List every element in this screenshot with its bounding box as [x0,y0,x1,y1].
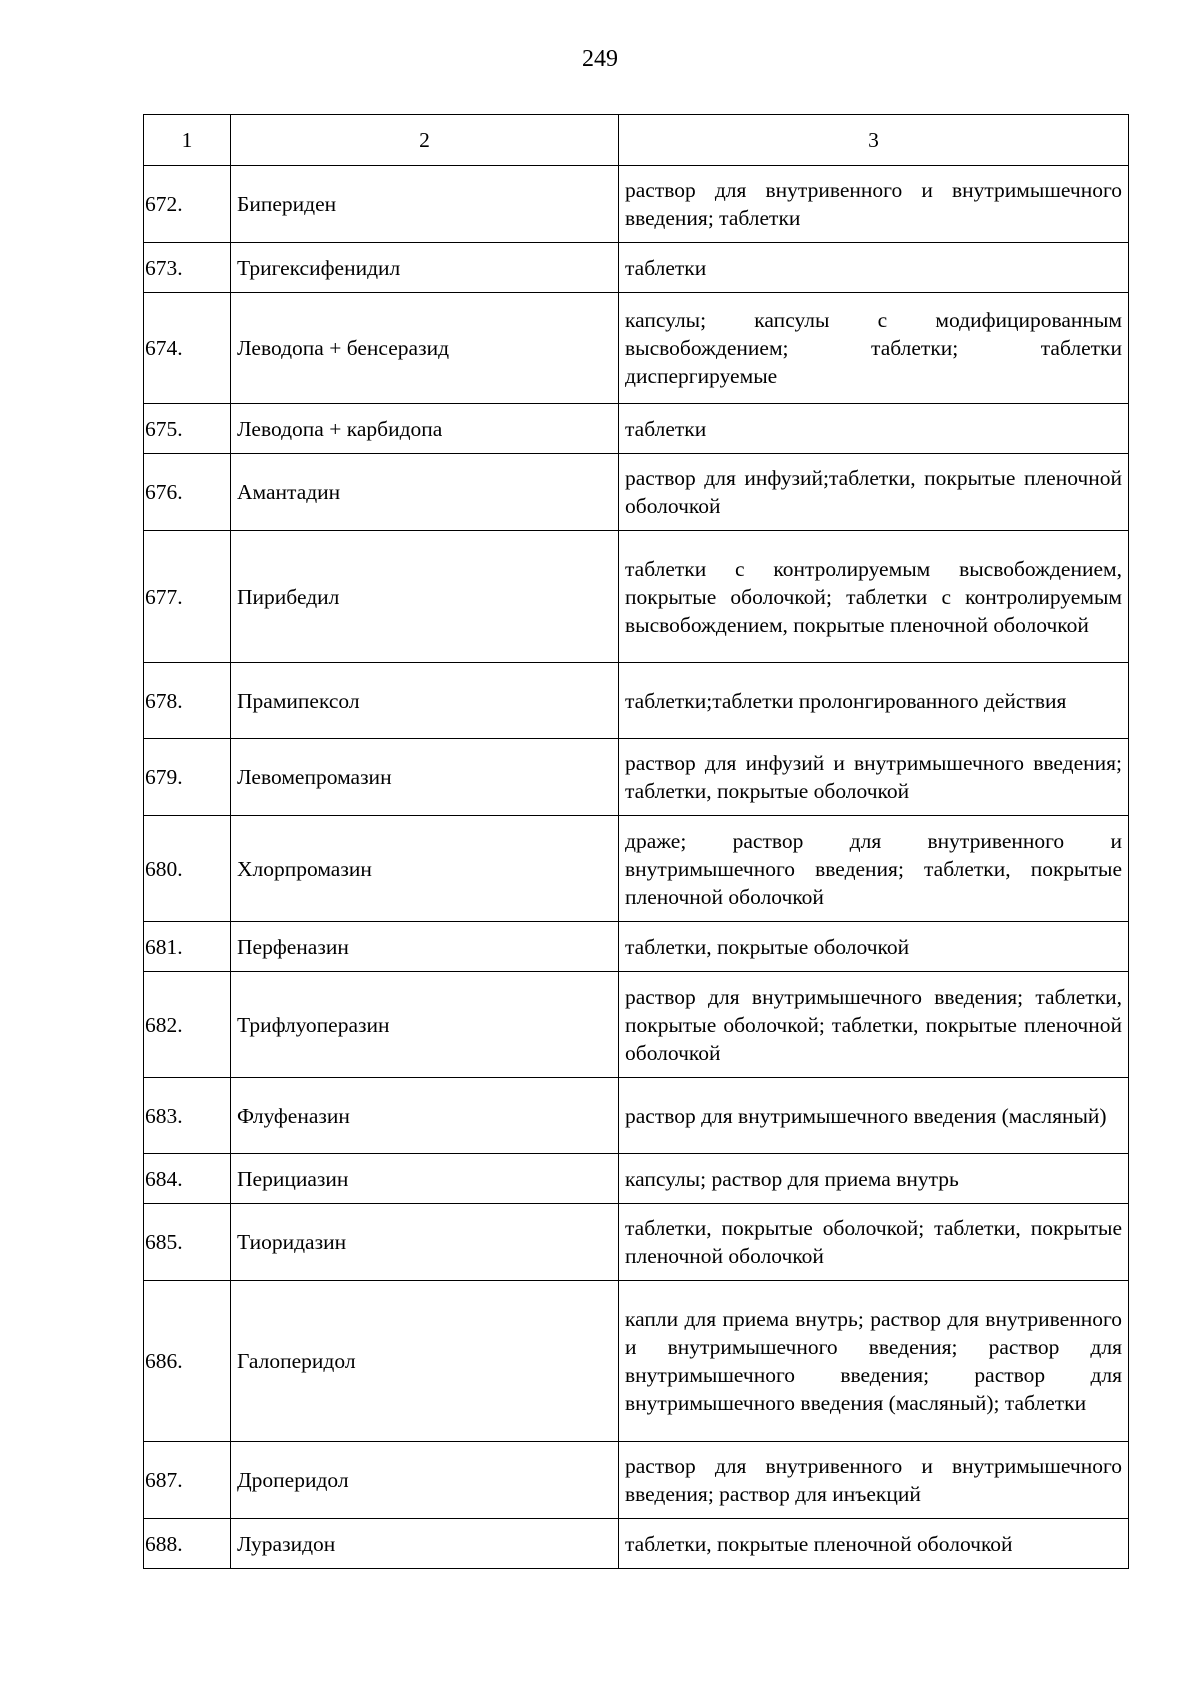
table-row [144,663,1129,739]
table-row [144,972,1129,1078]
table-row [144,531,1129,663]
row-number-cell: 685. [144,1204,231,1281]
dosage-form-cell: таблетки, покрытые оболочкой [619,922,1129,972]
column-header-2: 2 [231,115,619,166]
row-number-cell: 688. [144,1519,231,1569]
drug-name-cell: Хлорпромазин [231,816,619,922]
table-row [144,166,1129,243]
row-number-cell: 675. [144,404,231,454]
dosage-form-cell: таблетки [619,404,1129,454]
drug-name-cell: Галоперидол [231,1281,619,1442]
row-number-cell: 686. [144,1281,231,1442]
drug-name-cell: Флуфеназин [231,1078,619,1154]
row-number-cell: 673. [144,243,231,293]
dosage-form-cell: капсулы; раствор для приема внутрь [619,1154,1129,1204]
drug-name-cell: Дроперидол [231,1442,619,1519]
drug-name-cell: Амантадин [231,454,619,531]
drug-name-cell: Перфеназин [231,922,619,972]
row-number-cell: 683. [144,1078,231,1154]
row-number-cell: 684. [144,1154,231,1204]
dosage-form-cell: раствор для внутривенного и внутримышечного введения; таблетки [619,166,1129,243]
row-number-cell: 674. [144,293,231,404]
table-row [144,922,1129,972]
table-row [144,816,1129,922]
dosage-form-cell: капли для приема внутрь; раствор для внутривенного и внутримышечного введения; раствор для внутримышечного введения; раствор для внутримышечного введения (масляный); таблетки [619,1281,1129,1442]
drug-name-cell: Перициазин [231,1154,619,1204]
table-row [144,1519,1129,1569]
table-row [144,1154,1129,1204]
drug-name-cell: Левомепромазин [231,739,619,816]
drug-name-cell: Леводопа + карбидопа [231,404,619,454]
column-header-1: 1 [144,115,231,166]
table-row [144,1078,1129,1154]
dosage-form-cell: таблетки;таблетки пролонгированного действия [619,663,1129,739]
table-row [144,739,1129,816]
drug-name-cell: Пирибедил [231,531,619,663]
drug-table [143,114,1129,1569]
drug-name-cell: Луразидон [231,1519,619,1569]
row-number-cell: 682. [144,972,231,1078]
table-row [144,243,1129,293]
drug-name-cell: Леводопа + бенсеразид [231,293,619,404]
table-row [144,1442,1129,1519]
drug-name-cell: Трифлуоперазин [231,972,619,1078]
dosage-form-cell: драже; раствор для внутривенного и внутримышечного введения; таблетки, покрытые пленочной оболочкой [619,816,1129,922]
dosage-form-cell: раствор для внутримышечного введения; таблетки, покрытые оболочкой; таблетки, покрытые пленочной оболочкой [619,972,1129,1078]
row-number-cell: 680. [144,816,231,922]
row-number-cell: 677. [144,531,231,663]
drug-name-cell: Бипериден [231,166,619,243]
column-header-3: 3 [619,115,1129,166]
table-row [144,454,1129,531]
drug-name-cell: Тригексифенидил [231,243,619,293]
table-row [144,1281,1129,1442]
dosage-form-cell: раствор для инфузий;таблетки, покрытые пленочной оболочкой [619,454,1129,531]
row-number-cell: 681. [144,922,231,972]
table-header-row [144,115,1129,166]
dosage-form-cell: раствор для внутримышечного введения (масляный) [619,1078,1129,1154]
row-number-cell: 678. [144,663,231,739]
dosage-form-cell: капсулы; капсулы с модифицированным высвобождением; таблетки; таблетки диспергируемые [619,293,1129,404]
dosage-form-cell: таблетки [619,243,1129,293]
row-number-cell: 687. [144,1442,231,1519]
row-number-cell: 672. [144,166,231,243]
dosage-form-cell: раствор для внутривенного и внутримышечного введения; раствор для инъекций [619,1442,1129,1519]
page-number: 249 [582,46,618,72]
table-row [144,404,1129,454]
dosage-form-cell: таблетки, покрытые оболочкой; таблетки, покрытые пленочной оболочкой [619,1204,1129,1281]
dosage-form-cell: таблетки, покрытые пленочной оболочкой [619,1519,1129,1569]
drug-name-cell: Прамипексол [231,663,619,739]
dosage-form-cell: раствор для инфузий и внутримышечного введения; таблетки, покрытые оболочкой [619,739,1129,816]
drug-name-cell: Тиоридазин [231,1204,619,1281]
table-row [144,1204,1129,1281]
table-row [144,293,1129,404]
row-number-cell: 676. [144,454,231,531]
dosage-form-cell: таблетки с контролируемым высвобождением, покрытые оболочкой; таблетки с контролируемым высвобождением, покрытые пленочной оболочкой [619,531,1129,663]
row-number-cell: 679. [144,739,231,816]
